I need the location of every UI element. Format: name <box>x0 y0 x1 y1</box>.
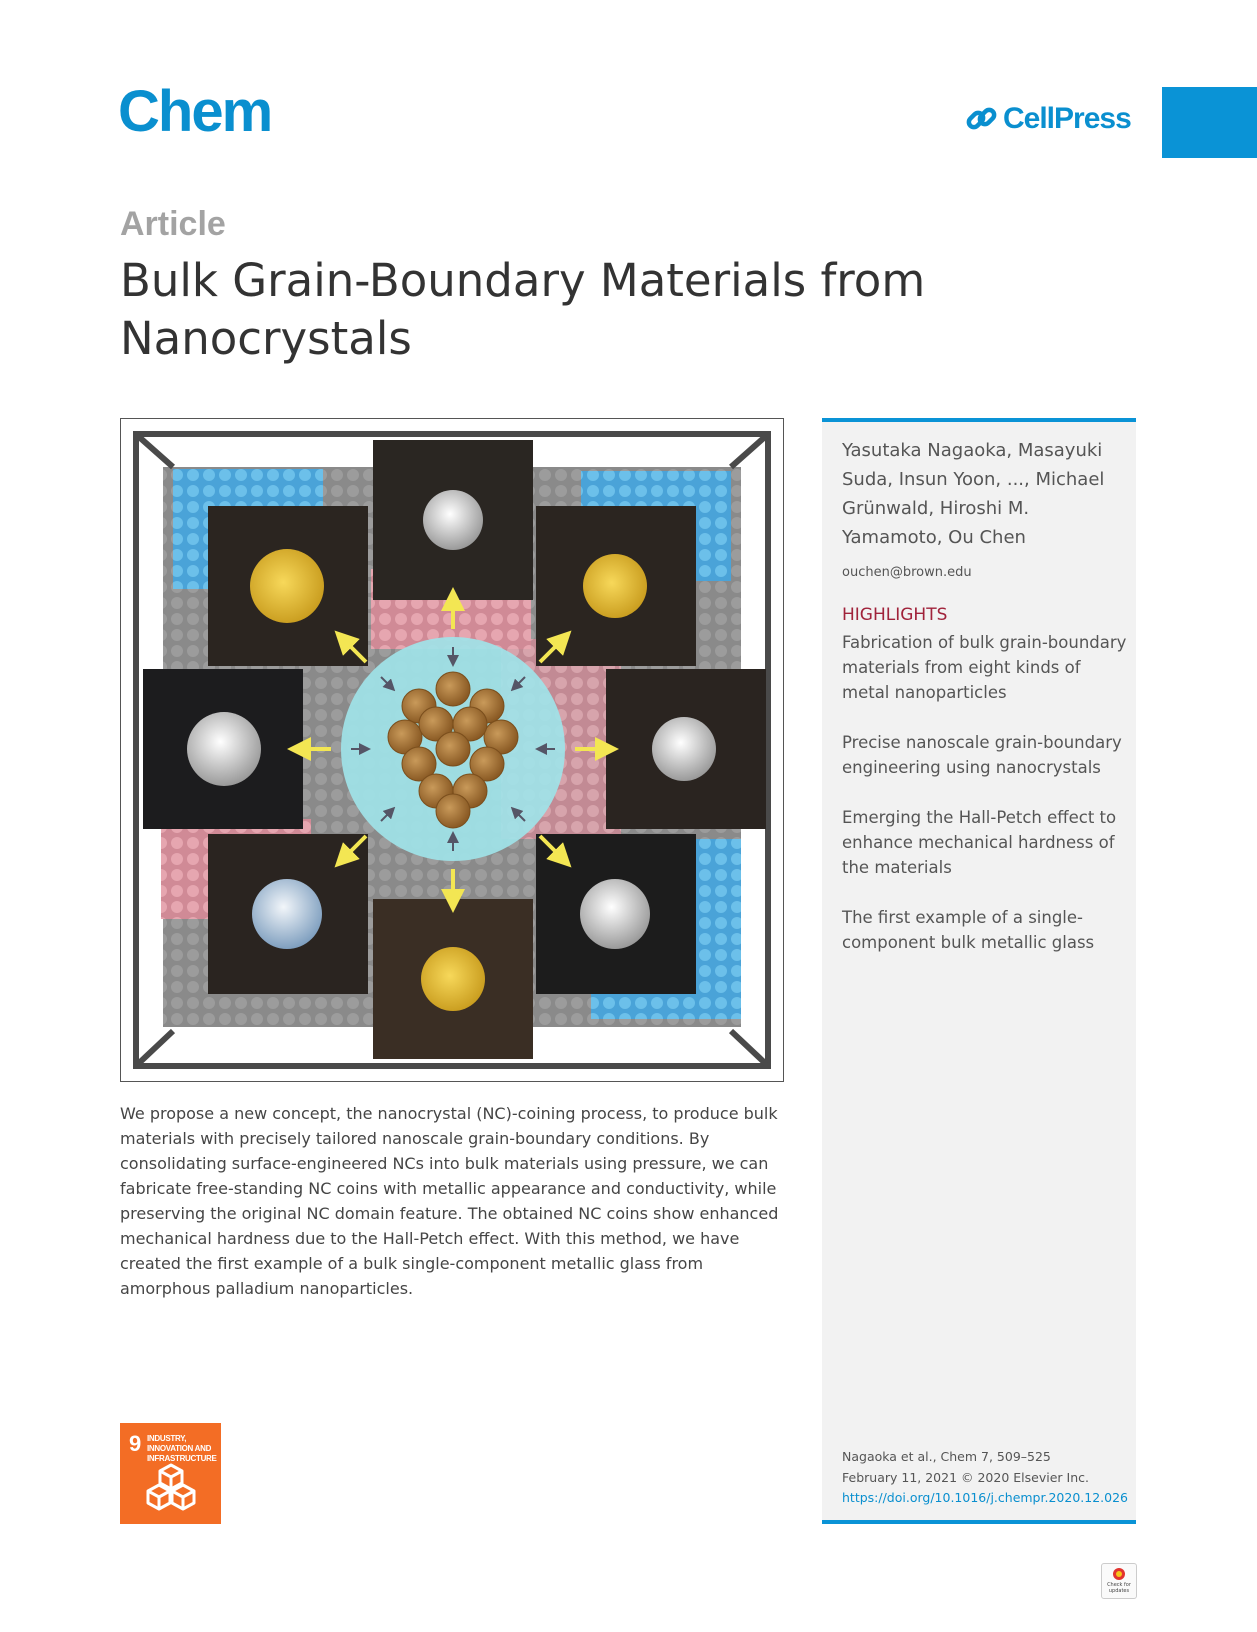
citation-block <box>842 1447 1128 1509</box>
citation-date: February 11, 2021 © 2020 Elsevier Inc. <box>842 1469 1089 1485</box>
sdg-badge <box>120 1423 221 1524</box>
graphical-abstract <box>120 418 784 1082</box>
sidebar-panel <box>822 418 1136 1524</box>
cellpress-link-icon <box>965 102 999 136</box>
graphical-abstract-figure <box>121 419 783 1081</box>
highlight-item: Emerging the Hall-Petch effect to enhance mechanical hardness of the materials <box>842 808 1117 877</box>
check-updates-label: Check for updates <box>1107 1582 1131 1594</box>
cubes-icon <box>144 1461 198 1515</box>
check-for-updates-badge[interactable] <box>1101 1563 1137 1599</box>
article-type: Article <box>120 205 226 243</box>
citation-reference: Nagaoka et al., Chem 7, 509–525 <box>842 1449 1051 1464</box>
corner-tab <box>1162 87 1257 158</box>
corresponding-email[interactable]: ouchen@brown.edu <box>842 565 972 580</box>
sdg-number: 9 <box>129 1431 142 1456</box>
highlights-heading: HIGHLIGHTS <box>842 605 948 625</box>
publisher-name: CellPress <box>1003 102 1131 135</box>
author-list: Yasutaka Nagaoka, Masayuki Suda, Insun Yoon, ..., Michael Grünwald, Hiroshi M. Yamamoto, Ou Chen <box>842 440 1105 548</box>
highlight-item: Fabrication of bulk grain-boundary materials from eight kinds of metal nanoparticles <box>842 633 1127 702</box>
publisher-logo[interactable] <box>965 102 1131 136</box>
doi-link[interactable]: https://doi.org/10.1016/j.chempr.2020.12.026 <box>842 1490 1128 1505</box>
highlight-item: The first example of a single-component bulk metallic glass <box>842 908 1095 952</box>
abstract-text: We propose a new concept, the nanocrystal (NC)-coining process, to produce bulk materials with precisely tailored nanoscale grain-boundary conditions. By consolidating surface-engineered NCs into bulk materials using pressure, we can fabricate free-standing NC coins with metallic appearance and conductivity, while preserving the original NC domain feature. The obtained NC coins show enhanced mechanical hardness due to the Hall-Petch effect. With this method, we have created the first example of a bulk single-component metallic glass from amorphous palladium nanoparticles. <box>120 1104 779 1298</box>
sdg-label: INDUSTRY, INNOVATION AND INFRASTRUCTURE <box>147 1434 217 1463</box>
highlights-list <box>842 630 1127 980</box>
check-updates-icon <box>1112 1567 1126 1581</box>
article-title: Bulk Grain-Boundary Materials from Nanocrystals <box>120 254 926 365</box>
journal-logo[interactable]: Chem <box>118 79 272 144</box>
highlight-item: Precise nanoscale grain-boundary engineering using nanocrystals <box>842 733 1122 777</box>
